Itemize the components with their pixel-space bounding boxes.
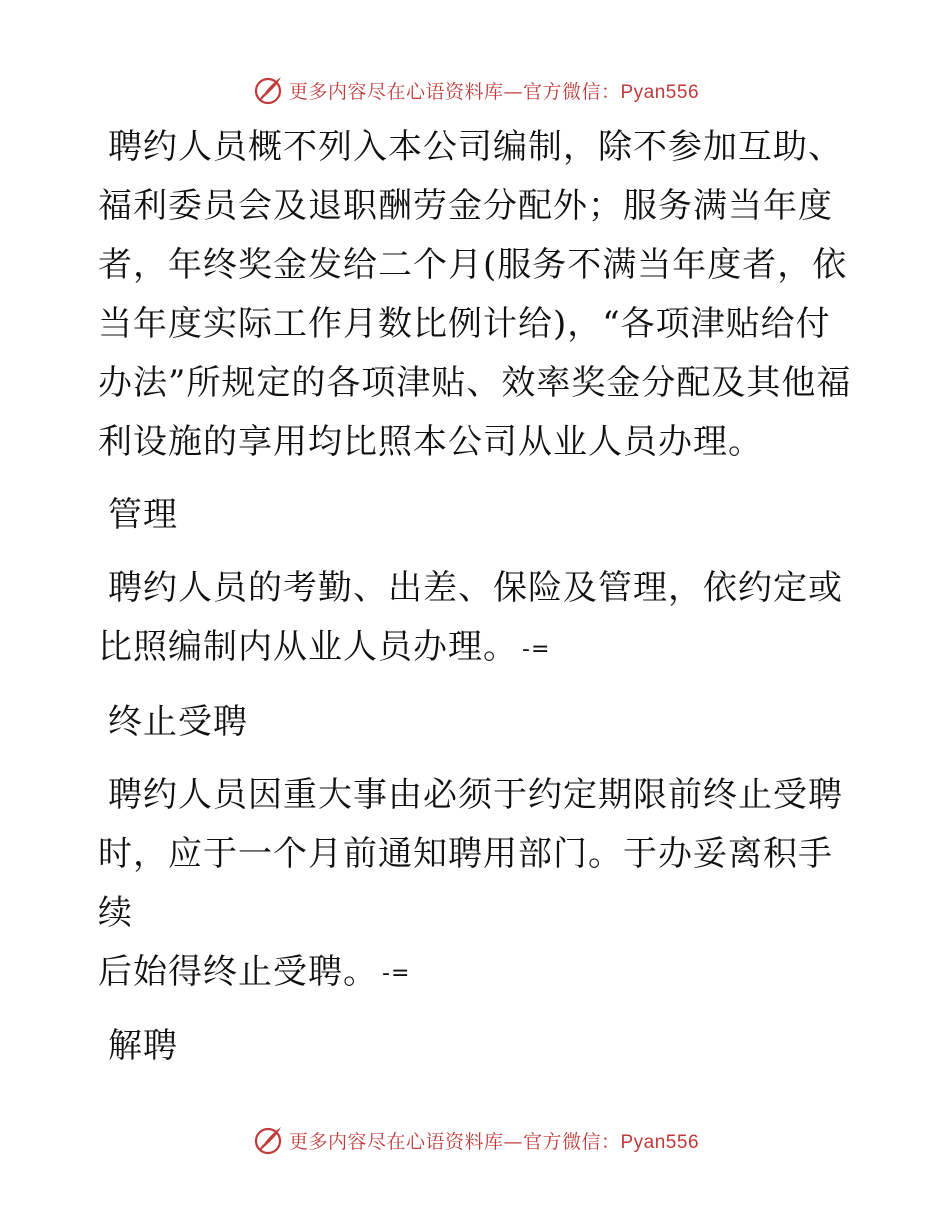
- wechat-account: Pyan556: [620, 81, 700, 103]
- paragraph-3: 聘约人员因重大事由必须于约定期限前终止受聘 时，应于一个月前通知聘用部门。于办妥离积手续 后始得终止受聘。 -=: [98, 774, 843, 992]
- header-watermark: [0, 70, 950, 110]
- footer-watermark: [0, 1120, 950, 1160]
- feather-pen-logo-icon: [251, 73, 285, 107]
- end-mark: -=: [382, 961, 411, 986]
- paragraph-2: 聘约人员的考勤、出差、保险及管理，依约定或 比照编制内从业人员办理。 -=: [98, 568, 843, 667]
- section-heading-termination: 终止受聘: [108, 701, 248, 742]
- section-heading-management: 管理: [108, 495, 178, 535]
- section-heading-dismissal: 解聘: [108, 1026, 178, 1066]
- paragraph-1: 聘约人员概不列入本公司编制，除不参加互助、 福利委员会及退职酬劳金分配外；服务满当年度 者，年终奖金发给二个月(服务不满当年度者，依 当年度实际工作月数比例计给)，“各项津贴给付 办法”所规定的各项津贴、效率奖金分配及其他福 利设施的享用均比照本公司从业人员办理。: [98, 127, 852, 462]
- wechat-account: Pyan556: [620, 1131, 700, 1153]
- watermark-text: 更多内容尽在心语资料库—官方微信：Pyan556: [288, 80, 700, 103]
- watermark-text: 更多内容尽在心语资料库—官方微信：Pyan556: [288, 1130, 700, 1153]
- document-body: [98, 118, 858, 1076]
- end-mark: -=: [522, 636, 551, 662]
- feather-pen-logo-icon: [251, 1123, 285, 1157]
